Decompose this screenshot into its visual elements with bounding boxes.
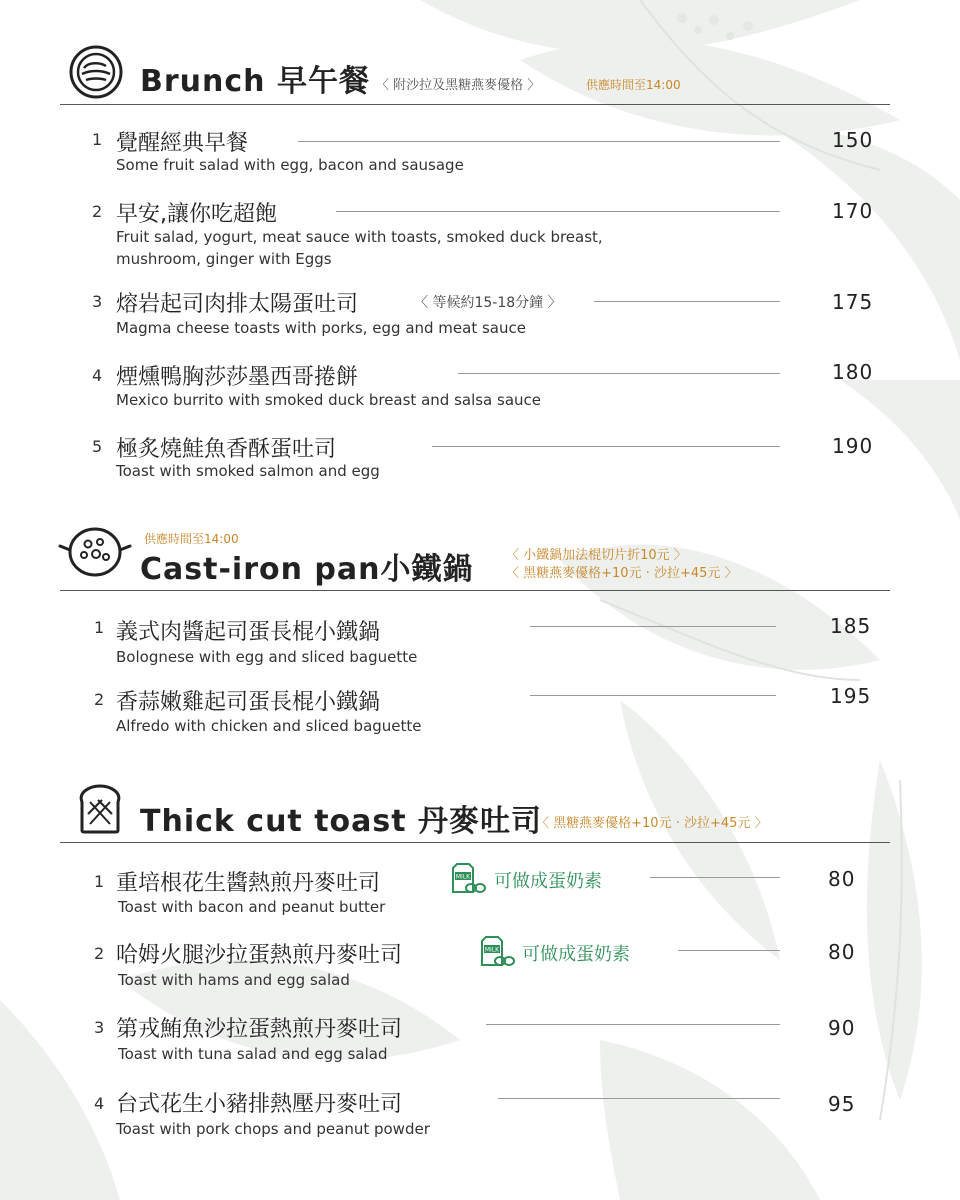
- item-number: 1: [92, 130, 103, 149]
- brunch-section-title: Brunch 早午餐: [140, 64, 370, 99]
- item-name: 台式花生小豬排熱壓丹麥吐司: [116, 1092, 403, 1117]
- item-description: Magma cheese toasts with porks, egg and meat sauce: [116, 319, 526, 337]
- leader-line: [432, 446, 780, 447]
- item-number: 4: [94, 1094, 105, 1113]
- item-number: 4: [92, 366, 103, 385]
- item-description: Some fruit salad with egg, bacon and sausage: [116, 156, 464, 174]
- pan-icon: [58, 524, 132, 580]
- milk-eggs-icon: [447, 862, 487, 894]
- item-price: 90: [828, 1016, 856, 1040]
- leader-line: [530, 695, 776, 696]
- item-number: 3: [94, 1018, 105, 1037]
- item-price: 80: [828, 940, 856, 964]
- item-name: 第戎鮪魚沙拉蛋熱煎丹麥吐司: [116, 1017, 403, 1042]
- item-price: 190: [832, 434, 874, 458]
- leader-line: [678, 950, 780, 951]
- svg-text:MILK: MILK: [455, 873, 471, 881]
- item-description: Toast with hams and egg salad: [118, 971, 350, 989]
- item-description: Toast with bacon and peanut butter: [118, 898, 386, 916]
- item-description: Alfredo with chicken and sliced baguette: [116, 717, 422, 735]
- toast-section-note: 〈 黑糖燕麥優格+10元 · 沙拉+45元 〉: [536, 816, 768, 831]
- item-number: 1: [94, 872, 105, 891]
- leader-line: [530, 626, 776, 627]
- item-name: 覺醒經典早餐: [116, 131, 249, 156]
- item-description: Toast with pork chops and peanut powder: [116, 1120, 430, 1138]
- vegetarian-option-label: 可做成蛋奶素: [522, 944, 630, 965]
- item-description: Bolognese with egg and sliced baguette: [116, 648, 418, 666]
- item-number: 2: [92, 202, 103, 221]
- castiron-serving-time: 供應時間至14:00: [144, 532, 239, 546]
- item-description: Fruit salad, yogurt, meat sauce with toasts, smoked duck breast,: [116, 228, 603, 246]
- item-price: 195: [830, 684, 872, 708]
- item-number: 2: [94, 690, 105, 709]
- toast-icon: [76, 784, 124, 834]
- item-price: 185: [830, 614, 872, 638]
- toast-section-title: Thick cut toast 丹麥吐司: [140, 804, 543, 839]
- item-price: 95: [828, 1092, 856, 1116]
- milk-eggs-icon: [476, 935, 516, 967]
- item-name: 義式肉醬起司蛋長棍小鐵鍋: [116, 620, 381, 645]
- castiron-section-title: Cast-iron pan小鐵鍋: [140, 552, 474, 587]
- item-name: 極炙燒鮭魚香酥蛋吐司: [116, 437, 337, 462]
- castiron-note-baguette: 〈 小鐵鍋加法棍切片折10元 〉: [506, 548, 687, 563]
- brunch-divider: [60, 104, 890, 105]
- leader-line: [298, 141, 780, 142]
- item-name: 香蒜嫩雞起司蛋長棍小鐵鍋: [116, 690, 381, 715]
- item-number: 5: [92, 437, 103, 456]
- item-price: 170: [832, 199, 874, 223]
- item-number: 3: [92, 292, 103, 311]
- brunch-serving-time: 供應時間至14:00: [586, 78, 681, 92]
- item-name: 熔岩起司肉排太陽蛋吐司: [116, 292, 359, 317]
- leader-line: [594, 301, 780, 302]
- svg-text:MILK: MILK: [484, 946, 500, 954]
- brunch-section-note: 〈 附沙拉及黑糖燕麥優格 〉: [376, 78, 541, 93]
- item-name: 重培根花生醬熱煎丹麥吐司: [116, 871, 381, 896]
- item-description: mushroom, ginger with Eggs: [116, 250, 332, 268]
- item-name: 哈姆火腿沙拉蛋熱煎丹麥吐司: [116, 943, 403, 968]
- plate-icon: [68, 44, 124, 100]
- leader-line: [458, 373, 780, 374]
- item-name: 煙燻鴨胸莎莎墨西哥捲餅: [116, 365, 359, 390]
- item-price: 150: [832, 128, 874, 152]
- castiron-divider: [60, 590, 890, 591]
- item-number: 2: [94, 944, 105, 963]
- item-description: Mexico burrito with smoked duck breast and salsa sauce: [116, 391, 542, 409]
- leader-line: [336, 211, 780, 212]
- castiron-note-addons: 〈 黑糖燕麥優格+10元 · 沙拉+45元 〉: [506, 566, 738, 581]
- item-description: Toast with tuna salad and egg salad: [118, 1045, 388, 1063]
- vegetarian-option-label: 可做成蛋奶素: [494, 871, 602, 892]
- item-name: 早安,讓你吃超飽: [116, 202, 277, 227]
- leader-line: [650, 877, 780, 878]
- item-price: 175: [832, 290, 874, 314]
- toast-divider: [60, 842, 890, 843]
- item-price: 180: [832, 360, 874, 384]
- leader-line: [486, 1024, 780, 1025]
- item-price: 80: [828, 867, 856, 891]
- item-number: 1: [94, 618, 105, 637]
- item-wait-note: 〈 等候約15-18分鐘 〉: [414, 295, 562, 311]
- leader-line: [498, 1098, 780, 1099]
- item-description: Toast with smoked salmon and egg: [116, 462, 380, 480]
